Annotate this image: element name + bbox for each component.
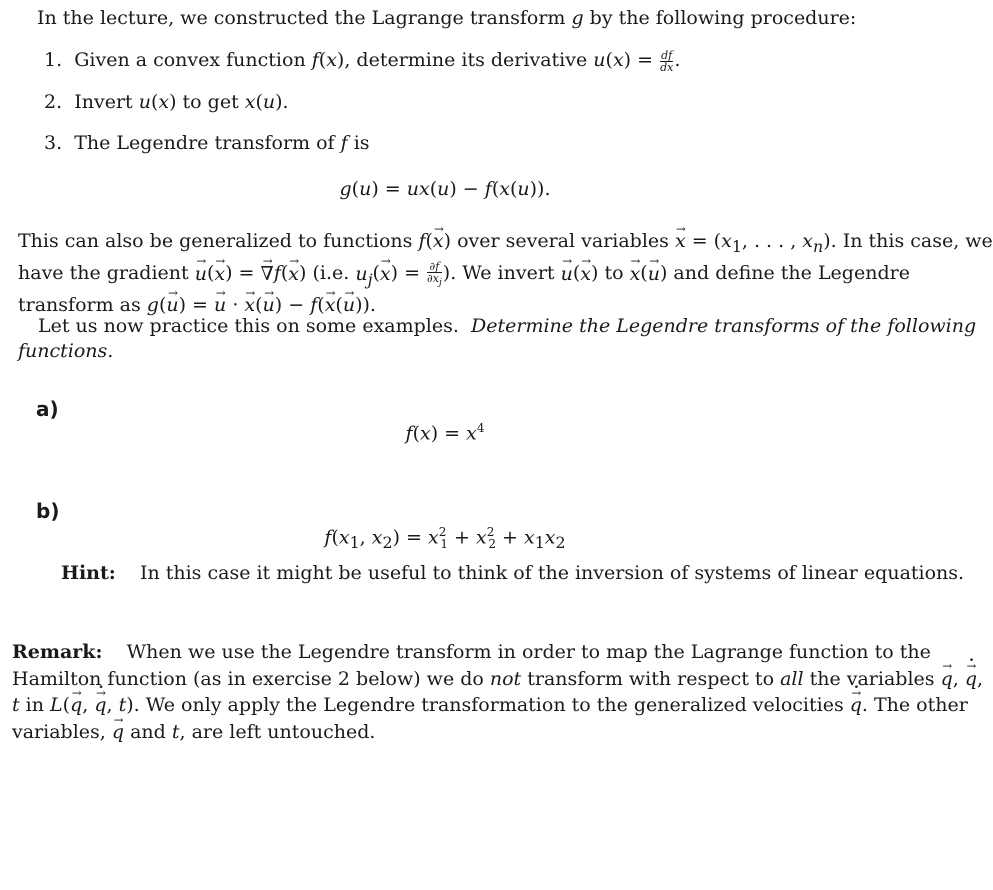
general-paragraph: This can also be generalized to functions f(x →) over several variables x → = ($x_1$, . . . , $x_n$). In this case, we have the gradient u →(x →) = ∇ →f(x →) (i.e. $u_j(x$ →) = $\frac{\partial f}{\partial x_j}$ ). We invert u →(x →) to x →(u →) and define the Legendre transform as g(u →) = u → · x →(u →) − f(x →(u →)). — [18, 229, 878, 318]
remark: Remark: When we use the Legendre transform in order to map the Lagrange function to the Hamilton function (as in exercise 2 below) we do not transform with respect to all the variables q →, · q →, t in L(q →, · q →, t). We only apply the Legendre transformation to the generalized velocities · q →. The other variables, q → and t, are left untouched. — [12, 640, 878, 745]
remark-label: Remark: — [12, 641, 103, 663]
practice-paragraph: Let us now practice this on some examples. Determine the Legendre transforms of the following functions. — [18, 315, 977, 362]
step-2: 2. Invert u(x) to get x(u). — [44, 91, 289, 113]
step-1: 1. Given a convex function f(x), determine its derivative u(x) = $\frac{df}{dx}$ . — [44, 48, 681, 74]
part-b-label: b) — [36, 499, 60, 523]
part-a-equation: $f(x) = x^4$ — [405, 421, 485, 445]
intro-text: In the lecture, we constructed the Lagrange transform g by the following procedure: — [37, 7, 857, 29]
hint-text: In this case it might be useful to think of the inversion of systems of linear equations. — [139, 562, 965, 584]
equation-main: g(u) = ux(u) − f(x(u)). — [339, 178, 551, 200]
hint — [61, 561, 964, 586]
hint-label: Hint: — [61, 562, 116, 584]
part-a-label: a) — [36, 397, 59, 421]
part-b-equation: $f(x_1$, $x_2) = x^2_1 + x^2_2 + x_1x_2$ — [324, 525, 566, 553]
step-3: 3. The Legendre transform of f is — [44, 132, 370, 154]
